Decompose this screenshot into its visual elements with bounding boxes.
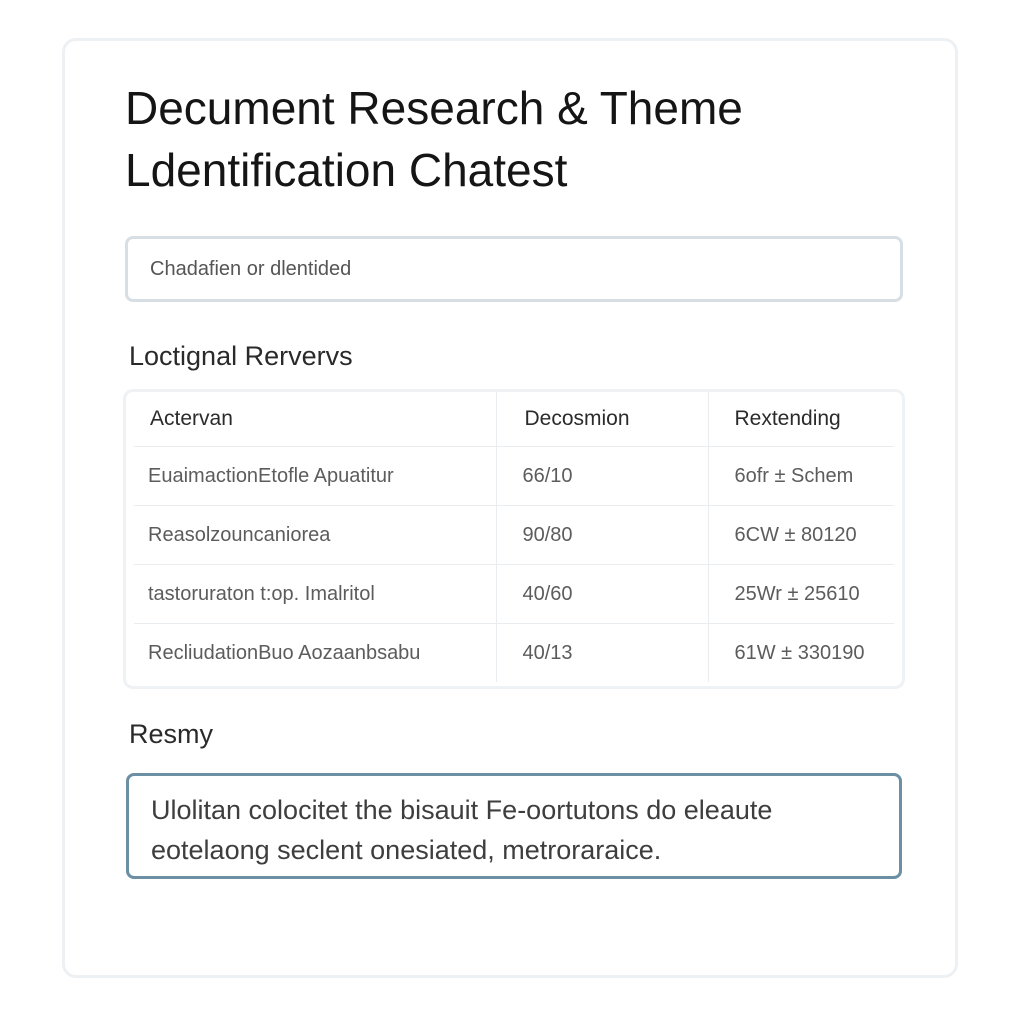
row-ref: 6CW ± 80120 bbox=[708, 506, 894, 565]
summary-heading: Resmy bbox=[129, 719, 214, 749]
table-row[interactable] bbox=[134, 447, 894, 506]
column-header-ref[interactable]: Rextending bbox=[708, 392, 894, 447]
row-score: 66/10 bbox=[496, 447, 708, 506]
table-row[interactable] bbox=[134, 565, 894, 624]
table-header-row bbox=[134, 392, 894, 447]
table-row[interactable] bbox=[134, 506, 894, 565]
column-header-score[interactable]: Decosmion bbox=[496, 392, 708, 447]
row-name: EuaimactionEtofle Apuatitur bbox=[134, 447, 496, 506]
page-title: Decument Research & Theme Ldentification Chatest bbox=[125, 82, 743, 196]
row-name: tastoruraton t:op. Imalritol bbox=[134, 565, 496, 624]
row-score: 40/60 bbox=[496, 565, 708, 624]
row-ref: 6ofr ± Schem bbox=[708, 447, 894, 506]
sources-heading: Loctignal Rervervs bbox=[129, 341, 353, 371]
row-score: 90/80 bbox=[496, 506, 708, 565]
summary-textbox[interactable]: Ulolitan colocitet the bisauit Fe-oortutons do eleaute eotelaong seclent onesiated, metroraraice. bbox=[126, 773, 902, 879]
row-name: Reasolzouncaniorea bbox=[134, 506, 496, 565]
sources-table bbox=[123, 389, 905, 689]
row-ref: 25Wr ± 25610 bbox=[708, 565, 894, 624]
row-score: 40/13 bbox=[496, 624, 708, 683]
search-input[interactable] bbox=[125, 236, 903, 302]
row-name: RecliudationBuo Aozaanbsabu bbox=[148, 641, 421, 664]
row-ref: 61W ± 330190 bbox=[708, 624, 894, 683]
column-header-name[interactable]: Actervan bbox=[134, 392, 496, 447]
table-row[interactable] bbox=[134, 624, 894, 683]
main-card bbox=[62, 38, 958, 978]
